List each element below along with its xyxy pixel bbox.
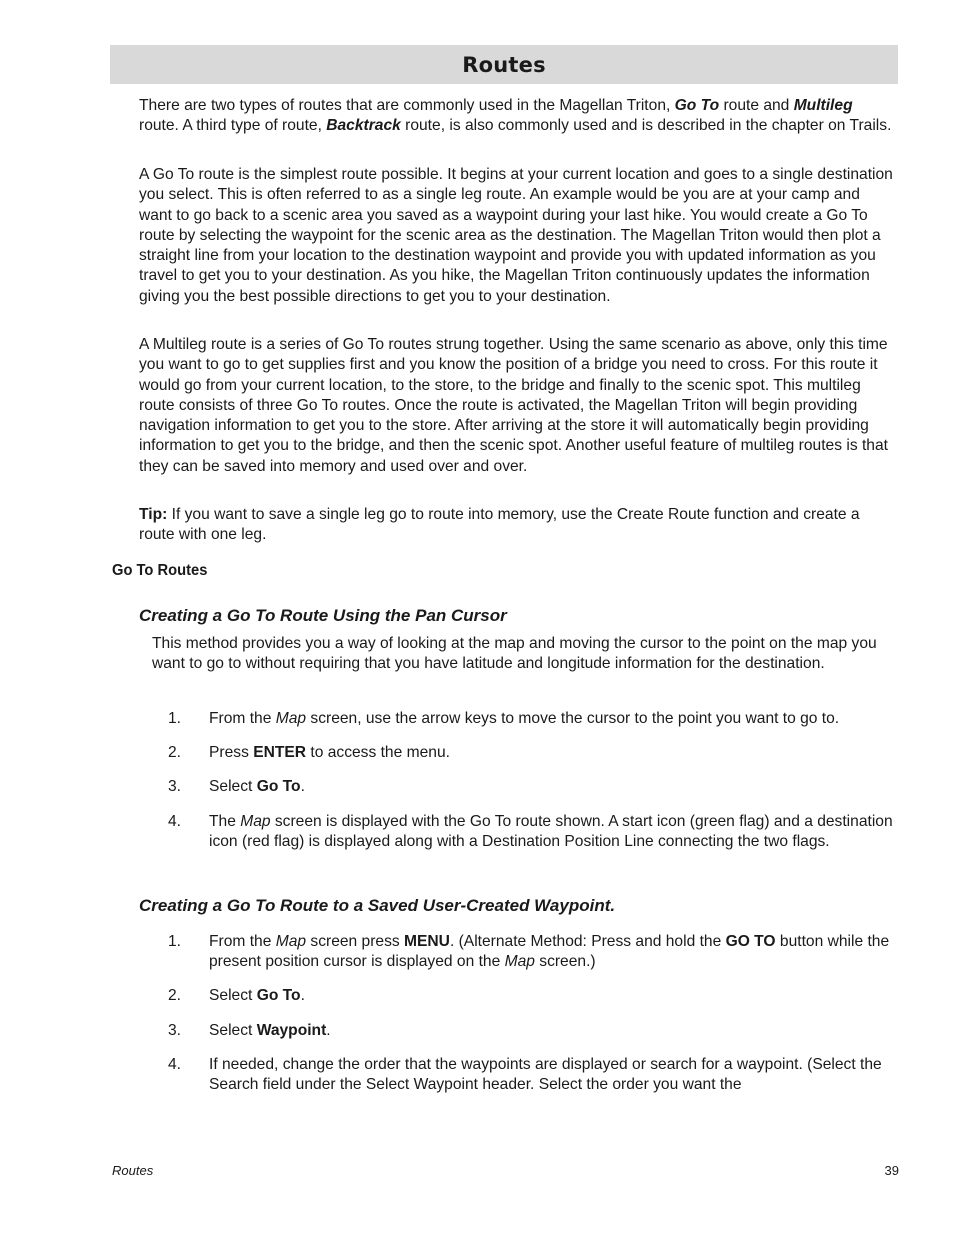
step-number: 4. bbox=[168, 813, 182, 830]
step-text: From the Map screen, use the arrow keys to move the cursor to the point you want to go to. bbox=[209, 710, 840, 727]
list-item bbox=[168, 1055, 894, 1096]
intro-paragraph-3: A Multileg route is a series of Go To routes strung together. Using the same scenario as above, only this time you want to go to get supplies first and you know the position of a bridge you need to cross. For this route it would go from your current location, to the store, to the bridge and finally to the scenic spot. This multileg route consists of three Go To routes. Once the route is activated, the Magellan Triton will begin providing navigation information to get you to the store. After arriving at the store it will automatically begin providing information to get you to the bridge, and then the scenic spot. Another useful feature of multileg routes is that they can be saved into memory and used over and over. bbox=[139, 336, 888, 475]
page-title: Routes bbox=[462, 52, 546, 77]
step-number: 3. bbox=[168, 778, 182, 795]
multileg-term: Multileg bbox=[793, 97, 853, 114]
intro-text: There are two types of routes that are commonly used in the Magellan Triton, bbox=[139, 97, 675, 114]
section-heading: Go To Routes bbox=[112, 562, 208, 579]
list-item bbox=[168, 812, 894, 853]
tip-paragraph bbox=[139, 505, 894, 546]
page-number: 39 bbox=[884, 1163, 899, 1178]
method-paragraph: This method provides you a way of looking at the map and moving the cursor to the point on the map you want to go to without requiring that you have latitude and longitude information for the destination. bbox=[152, 635, 877, 673]
list-item bbox=[168, 709, 894, 729]
intro-paragraph-2: A Go To route is the simplest route possible. It begins at your current location and goes to a single destination you select. This is often referred to as a single leg route. An example would be you are at your camp and want to go back to a scenic area you saved as a waypoint during your last hike. You would create a Go To route by selecting the waypoint for the scenic area as the destination. The Magellan Triton would then plot a straight line from your location to the destination waypoint and provide you with updated information as you travel to get you to your destination. As you hike, the Magellan Triton continuously updates the information giving you the best possible directions to get you to your destination. bbox=[139, 166, 893, 305]
footer-section-name: Routes bbox=[112, 1163, 154, 1178]
step-number: 4. bbox=[168, 1056, 182, 1073]
step-text: Select Waypoint. bbox=[209, 1022, 331, 1039]
intro-paragraph-1 bbox=[139, 96, 894, 137]
list-item bbox=[168, 1021, 894, 1041]
backtrack-term: Backtrack bbox=[326, 117, 401, 135]
subsection-heading-pan-cursor: Creating a Go To Route Using the Pan Cursor bbox=[139, 606, 507, 625]
step-number: 1. bbox=[168, 933, 182, 950]
step-number: 2. bbox=[168, 987, 182, 1004]
list-item bbox=[168, 777, 894, 797]
tip-text: If you want to save a single leg go to route into memory, use the Create Route function and create a route with one leg. bbox=[139, 506, 860, 544]
step-text: From the Map screen press MENU. (Alternate Method: Press and hold the GO TO button while the present position cursor is displayed on the Map screen.) bbox=[209, 933, 890, 971]
list-item bbox=[168, 743, 894, 763]
step-text: If needed, change the order that the waypoints are displayed or search for a waypoint. (Select the Search field under the Select Waypoint header. Select the order you want the bbox=[209, 1056, 882, 1094]
step-text: Select Go To. bbox=[209, 987, 305, 1004]
tip-label: Tip: bbox=[139, 506, 168, 523]
goto-term: Go To bbox=[674, 97, 720, 114]
step-text: The Map screen is displayed with the Go To route shown. A start icon (green flag) and a destination icon (red flag) is displayed along with a Destination Position Line connecting the two flags. bbox=[209, 813, 893, 851]
step-number: 1. bbox=[168, 710, 182, 727]
step-number: 3. bbox=[168, 1022, 182, 1039]
page-title-bar bbox=[110, 45, 898, 84]
subsection-heading-saved-waypoint: Creating a Go To Route to a Saved User-Created Waypoint. bbox=[139, 896, 616, 915]
intro-text: route. A third type of route, bbox=[139, 117, 327, 135]
step-text: Select Go To. bbox=[209, 778, 305, 795]
list-item bbox=[168, 986, 894, 1006]
intro-text: route and bbox=[719, 97, 794, 114]
list-item bbox=[168, 932, 894, 973]
step-text: Press ENTER to access the menu. bbox=[209, 744, 450, 761]
intro-text: route, is also commonly used and is described in the chapter on Trails. bbox=[400, 117, 892, 135]
step-number: 2. bbox=[168, 744, 182, 761]
